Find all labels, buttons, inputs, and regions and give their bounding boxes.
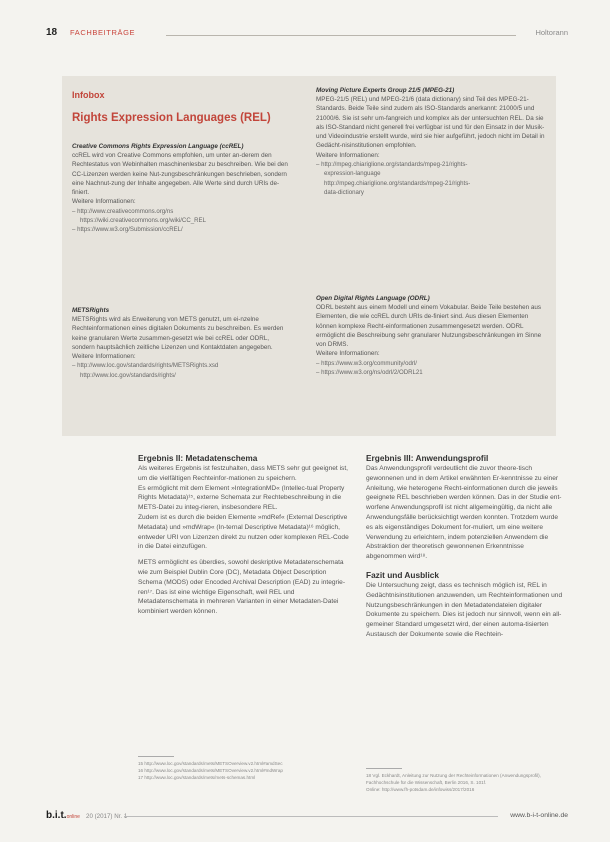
section-heading-metadata-schema: Ergebnis II: Metadatenschema <box>138 453 258 463</box>
entry-link[interactable]: – https://www.w3.org/community/odrl/ <box>316 359 417 367</box>
header-right-label: Holtorann <box>535 28 568 37</box>
entry-heading: Moving Picture Experts Group 21/5 (MPEG-21) <box>316 87 455 94</box>
header-rule <box>166 35 516 36</box>
left-footnotes <box>138 756 350 781</box>
entry-body: ccREL wird von Creative Commons empfohlen, um unter an-derem den Rechtestatus von Webinhalten maschinenlesbar zu beschreiben. Wie bei den CC-Lizenzen werden keine Nut-zungsbeschränkungen beschrieben, sondern eine Nachnut-zung der Inhalte angegeben. Alle Werte sind durch URIs de-finiert. <box>72 152 288 197</box>
page-header <box>46 27 568 41</box>
page-number: 18 <box>46 27 58 38</box>
paragraph: Zudem ist es durch die beiden Elemente »mdRef« (External Descriptive Metadata) und »mdWrap« (In-ternal Descriptive Metadata)¹⁶ möglich, entweder URI von Lizenzen direkt zu nutzen oder komplexen REL-Code in die Datei einzufügen. <box>138 513 349 551</box>
entry-more-label: Weitere Informationen: <box>72 353 136 361</box>
entry-link[interactable]: http://mpeg.chiariglione.org/standards/mpeg-21/rights- <box>324 179 471 187</box>
footer-rule <box>124 816 498 817</box>
entry-more-label: Weitere Informationen: <box>72 198 136 206</box>
infobox-label: Infobox <box>72 90 105 100</box>
section-heading-conclusion: Fazit und Ausblick <box>366 569 439 580</box>
entry-body: METSRights wird als Erweiterung von METS genutzt, um ei-nzelne Rechteinformationen eines digitalen Dokuments zu beschreiben. Es werden keine granularen Werte zusammen-gesetzt wie bei ccREL oder ODRL, sondern hauptsächlich zeitliche Lizenzen und Kontaktdaten angegeben. <box>72 316 284 351</box>
right-footnotes <box>366 768 566 793</box>
right-text-column <box>366 453 566 640</box>
page-footer <box>46 810 568 824</box>
entry-link[interactable]: – http://mpeg.chiariglione.org/standards/mpeg-21/rights- <box>316 161 468 169</box>
footnote: 16 http://www.loc.gov/standards/mets/METSOverview.v2.html#mdWrap <box>138 768 283 773</box>
paragraph: Die Untersuchung zeigt, dass es technisch möglich ist, REL in Gedächtnisinstitutionen anzuwenden, um Rechteinformationen und Nutzungsbeschränkungen in den Metadatendateien digitaler Dokumente zu speichern. Dies ist jedoch nur sinnvoll, wenn ein all-gemeiner Standard umgesetzt wird, der einen automa-tisierten Austausch der Dokumente sowie die Rechtein- <box>366 581 563 638</box>
infobox-title: Rights Expression Languages (REL) <box>72 112 271 124</box>
entry-heading: METSRights <box>72 307 110 314</box>
entry-link[interactable]: http://www.loc.gov/standards/rights/ <box>80 371 176 379</box>
infobox-entry-ccrel <box>72 142 292 235</box>
paragraph: METS ermöglicht es überdies, sowohl deskriptive Metadatenschemata wie zum Beispiel Dublin Core (DC), Metadata Object Description Schema (MODS) oder Encoded Archival Description (EAD) zu integrie-ren¹⁷. Das ist eine wichtige Eigenschaft, weil REL und Metadatenschemata in mehreren Varianten in einer Metadaten-Datei kombiniert werden können. <box>138 559 346 616</box>
footnote: Online: http://www.fh-potsdam.de/infowiss/2017/2016 <box>366 787 475 792</box>
entry-link[interactable]: – https://www.w3.org/ns/odrl/2/ODRL21 <box>316 369 423 377</box>
infobox-entry-mpeg21 <box>316 86 546 197</box>
infobox-entry-odrl <box>316 294 546 377</box>
journal-logo: b.i.t.online <box>46 810 80 821</box>
footnote: 17 http://www.loc.gov/standards/mets/mets-schemas.html <box>138 775 256 780</box>
infobox <box>62 76 556 436</box>
section-heading-application-profile: Ergebnis III: Anwendungsprofil <box>366 453 489 463</box>
entry-link[interactable]: data-dictionary <box>324 188 364 196</box>
website-link[interactable]: www.b-i-t-online.de <box>510 812 568 819</box>
entry-more-label: Weitere Informationen: <box>316 350 380 358</box>
footnote: 18 Vgl. Eckhardt, Anleitung zur Nutzung der Rechteinformationen (Anwendungsprofil), <box>366 773 541 778</box>
entry-link[interactable]: expression-language <box>324 170 381 178</box>
entry-link[interactable]: https://wiki.creativecommons.org/wiki/CC_REL <box>80 217 206 225</box>
footnote-rule <box>138 756 174 757</box>
paragraph: Das Anwendungsprofil verdeutlicht die zuvor theore-tisch gewonnenen und in dem Artikel erwähnten Er-kenntnisse zu einer Anleitung, wie heterogene Recht-einformationen durch die jeweils geeignete REL beschrieben werden können. Das in der Studie ent-worfene Anwendungsprofil ist nicht allgemeingültig, da nicht alle Anwendungsfälle berücksichtigt werden konnten. Trotzdem wurde es als eigenständiges Dokument for-muliert, um eine weitere Verwendung zu erleichtern, indem potenziellen Anwendern die Abstraktion der theoretisch gewonnenen Erkenntnisse abgenommen wird¹⁸. <box>366 465 562 561</box>
left-text-column <box>138 453 350 617</box>
footnote-rule <box>366 768 402 769</box>
paragraph: Als weiteres Ergebnis ist festzuhalten, dass METS sehr gut geeignet ist, um die vielfältigen Rechteinfor-mationen zu speichern. <box>138 465 349 482</box>
entry-heading: Creative Commons Rights Expression Language (ccREL) <box>72 143 244 150</box>
entry-link[interactable]: – http://www.creativecommons.org/ns <box>72 207 174 215</box>
issue-label: 20 (2017) Nr. 1 <box>86 813 128 820</box>
entry-body: MPEG-21/5 (REL) und MPEG-21/6 (data dictionary) sind Teil des MPEG-21-Standards. Beide Teile sind zudem als ISO-Standards anerkannt: 21000/5 und 21000/6. Sie ist sehr um-fangreich und komplex als der untersuchten REL. Da sie als ISO-Standard nicht generell frei verfügbar ist und für den Einsatz in der Musik- und Videoindustrie erstellt wurde, wird sie hier aufgeführt, jedoch nicht im Detail in Gedächt-nisinstitutionen empfohlen. <box>316 96 545 150</box>
entry-body: ODRL besteht aus einem Modell und einem Vokabular. Beide Teile bestehen aus Elementen, die wie ccREL durch URIs de-finiert sind. Aus diesen Elementen können komplexe Recht-einformationen zusammengesetzt werden. ODRL ermöglicht die Beschreibung sehr granularer Nutzungsbeschränkungen im Sinne von DRMS. <box>316 304 542 349</box>
footnote: Fachhochschule für die Wissenschaft, Berlin 2016, S. 101f. <box>366 780 487 785</box>
entry-link[interactable]: – https://www.w3.org/Submission/ccREL/ <box>72 226 183 234</box>
footnote: 15 http://www.loc.gov/standards/mets/METSOverview.v2.html#amdSec <box>138 761 283 766</box>
entry-heading: Open Digital Rights Language (ODRL) <box>316 295 430 302</box>
paragraph: Es ermöglicht mit dem Element »IntegrationMD« (Intellec-tual Property Rights Metadata)¹⁵, externe Schemata zur Rechtebeschreibung in die METS-Datei zu integ-rieren, insbesondere REL. <box>138 484 345 512</box>
infobox-entry-metsrights <box>72 306 292 380</box>
entry-more-label: Weitere Informationen: <box>316 151 380 159</box>
entry-link[interactable]: – http://www.loc.gov/standards/rights/METSRights.xsd <box>72 362 219 370</box>
section-label: FACHBEITRÄGE <box>70 28 136 37</box>
